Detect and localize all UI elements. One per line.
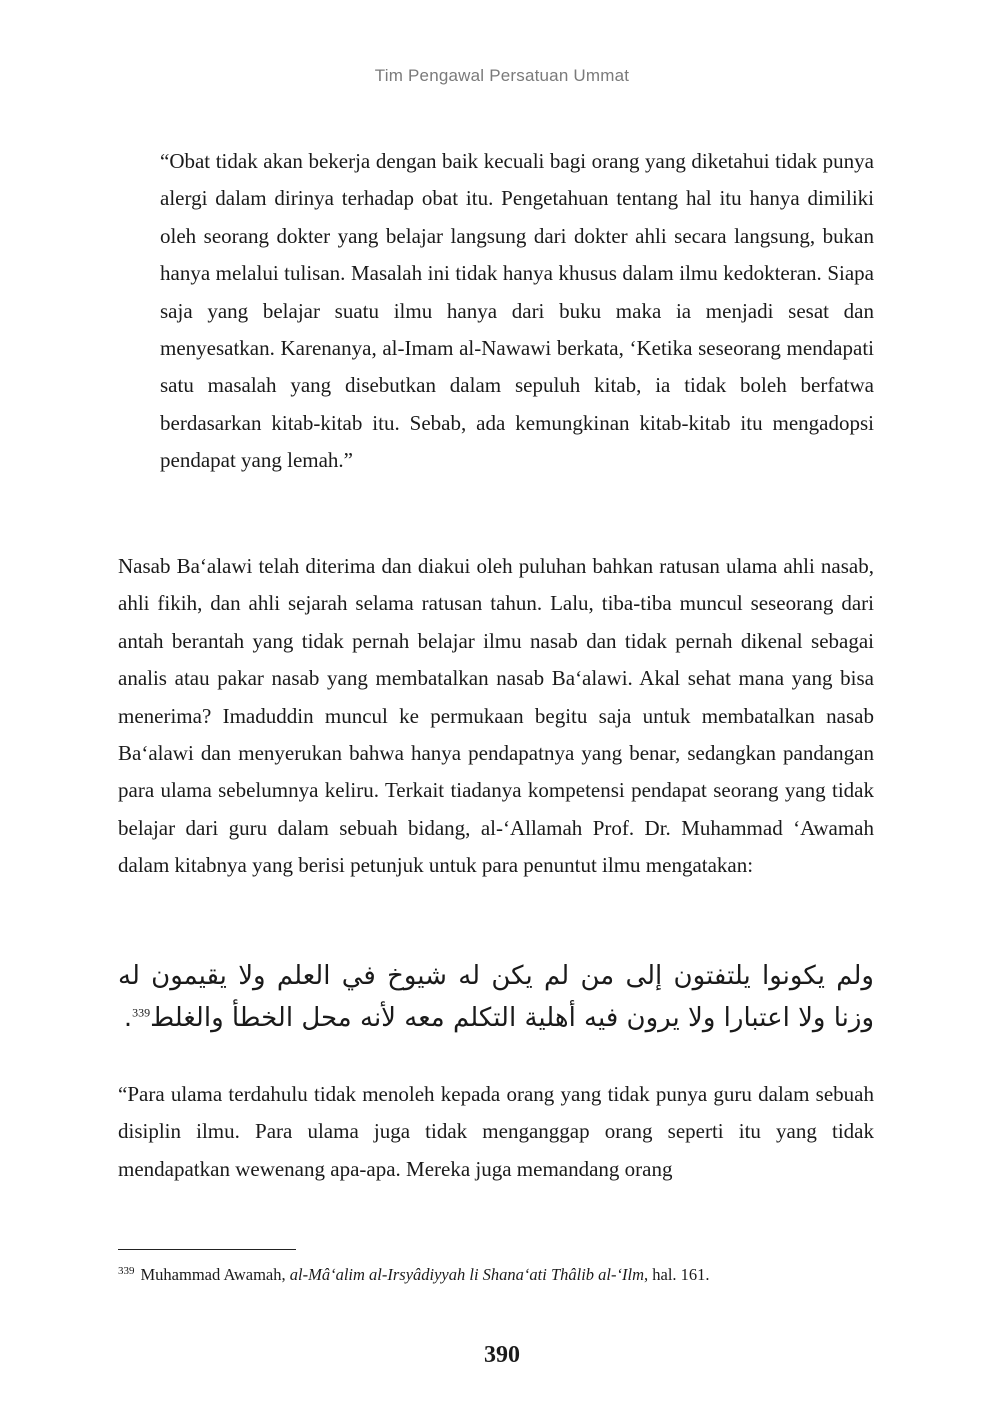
footnote-suffix: , hal. 161. <box>644 1265 710 1284</box>
footnote-number: 339 <box>118 1264 135 1277</box>
arabic-quote-text: ولم يكونوا يلتفتون إلى من لم يكن له شيوخ في العلم ولا يقيمون له وزنا ولا اعتبارا ولا يرون فيه أهلية التكلم معه لأنه محل الخطأ والغلط <box>118 961 874 1033</box>
footnote-author: Muhammad Awamah, <box>140 1265 290 1284</box>
arabic-end-mark: . <box>123 1003 133 1033</box>
footnote-title: al-Mâ‘alim al-Irsyâdiyyah li Shana‘ati Thâlib al-‘Ilm <box>289 1265 644 1284</box>
running-header: Tim Pengawal Persatuan Ummat <box>374 66 630 85</box>
page-number: 390 <box>484 1342 520 1368</box>
footnote-reference[interactable]: 339 <box>132 1005 151 1020</box>
arabic-quote <box>118 955 874 1039</box>
footnote <box>118 1264 874 1286</box>
footnote-divider <box>118 1249 296 1250</box>
body-paragraph-2: “Para ulama terdahulu tidak menoleh kepada orang yang tidak punya guru dalam sebuah disiplin ilmu. Para ulama juga tidak menganggap orang seperti itu yang tidak mendapatkan wewenang apa-apa. Mereka juga memandang orang <box>118 1082 874 1181</box>
quote-block: “Obat tidak akan bekerja dengan baik kecuali bagi orang yang diketahui tidak punya alergi dalam dirinya terhadap obat itu. Pengetahuan tentang hal itu hanya dimiliki oleh seorang dokter yang belajar langsung dari dokter ahli secara langsung, bukan hanya melalui tulisan. Masalah ini tidak hanya khusus dalam ilmu kedokteran. Siapa saja yang belajar suatu ilmu hanya dari buku maka ia menjadi sesat dan menyesatkan. Karenanya, al-Imam al-Nawawi berkata, ‘Ketika seseorang mendapati satu masalah yang disebutkan dalam sepuluh kitab, ia tidak boleh berfatwa berdasarkan kitab-kitab itu. Sebab, ada kemungkinan kitab-kitab itu mengadopsi pendapat yang lemah.” <box>160 149 874 473</box>
body-paragraph-1: Nasab Ba‘alawi telah diterima dan diakui oleh puluhan bahkan ratusan ulama ahli nasab, ahli fikih, dan ahli sejarah selama ratusan tahun. Lalu, tiba-tiba muncul seseorang dari antah berantah yang tidak pernah belajar ilmu nasab dan tidak pernah dikenal sebagai analis atau pakar nasab yang membatalkan nasab Ba‘alawi. Akal sehat mana yang bisa menerima? Imaduddin muncul ke permukaan begitu saja untuk membatalkan nasab Ba‘alawi dan menyerukan bahwa hanya pendapatnya yang benar, sedangkan pandangan para ulama sebelumnya keliru. Terkait tiadanya kompetensi pendapat seorang yang tidak belajar dari guru dalam sebuah bidang, al-‘Allamah Prof. Dr. Muhammad ‘Awamah dalam kitabnya yang berisi petunjuk untuk para penuntut ilmu mengatakan: <box>118 554 874 878</box>
